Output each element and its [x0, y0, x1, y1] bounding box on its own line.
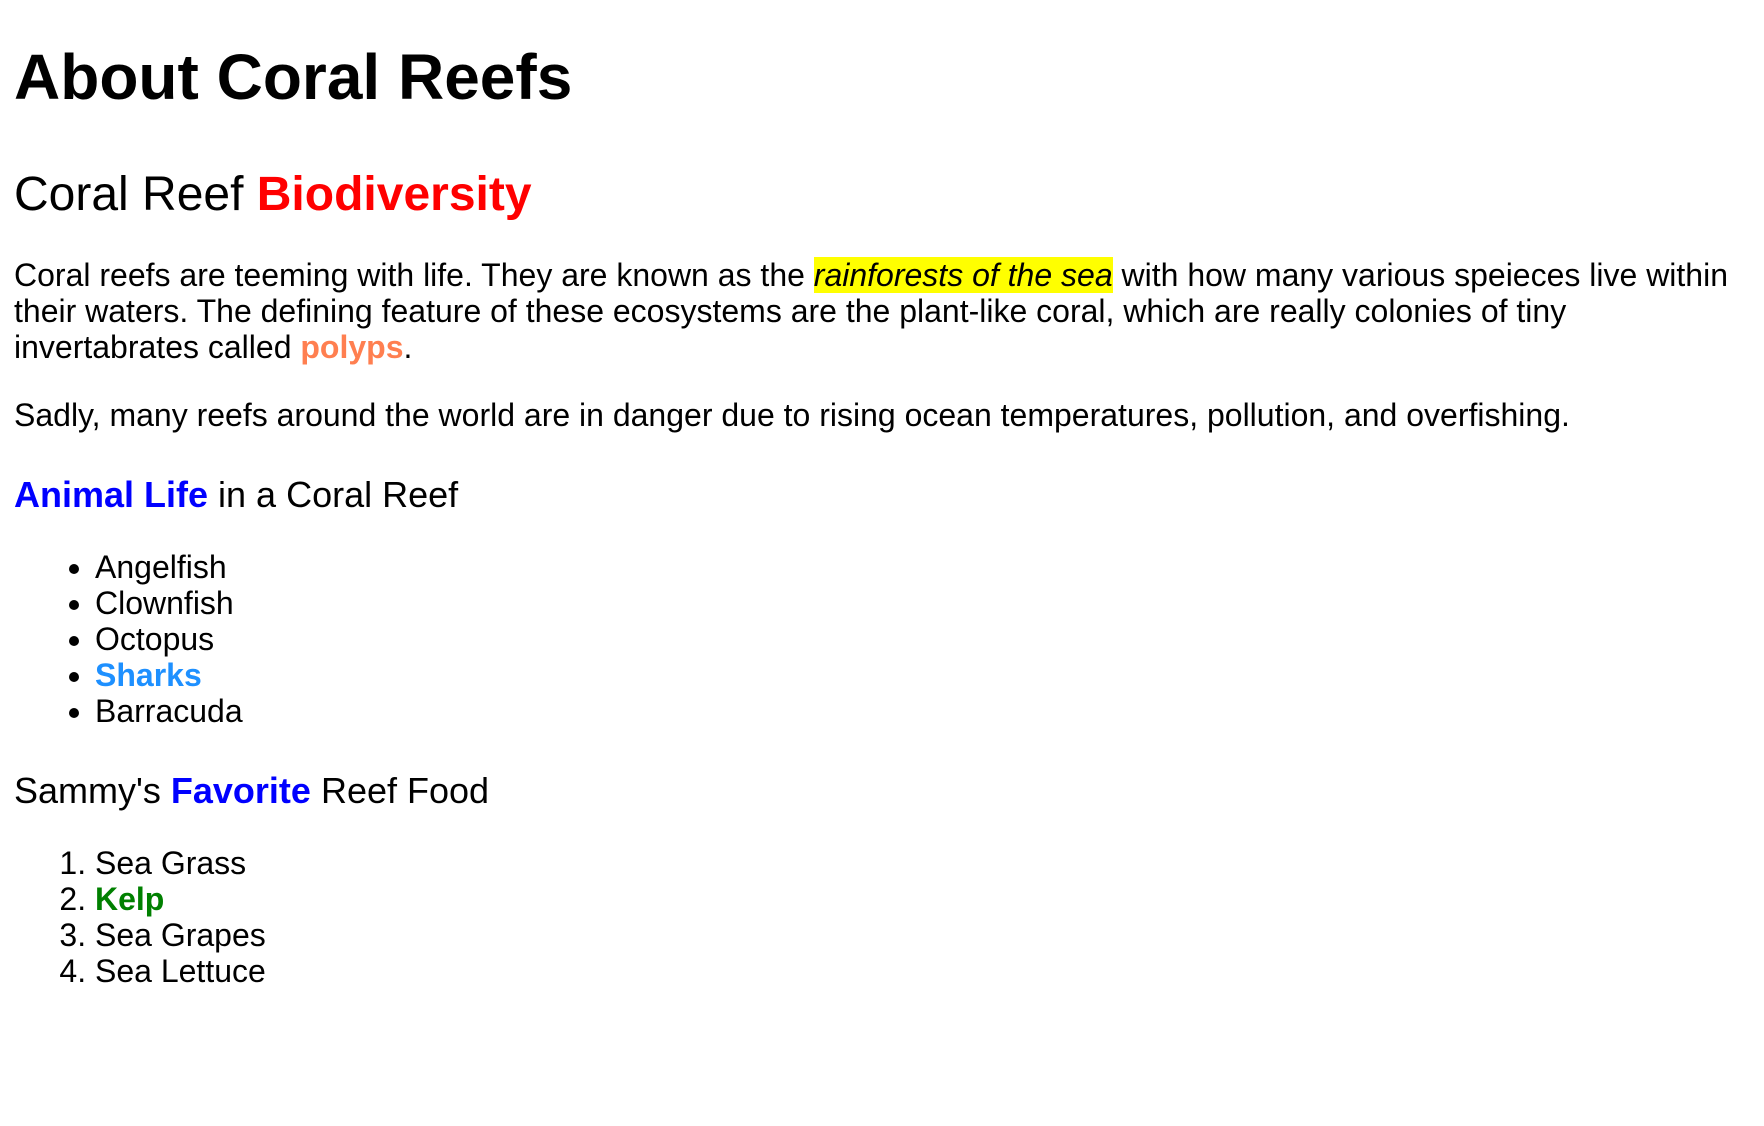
intro-paragraph	[14, 257, 1750, 365]
intro-text-end: .	[403, 329, 413, 365]
animal-list	[14, 549, 1750, 729]
animal-life-heading-plain: in a Coral Reef	[208, 474, 459, 515]
kelp-label: Kelp	[95, 881, 165, 917]
favorite-food-heading	[14, 769, 1750, 813]
biodiversity-heading-plain: Coral Reef	[14, 168, 257, 221]
favorite-food-heading-accent: Favorite	[170, 770, 311, 811]
intro-text-middle: with how many various speieces live within their waters. The defining feature of these ecosystems are the plant-like coral, which are really colonies of tiny invertabrates called	[14, 257, 1728, 365]
list-item: 3. Sea Grapes	[95, 917, 1750, 953]
list-item: • Clownfish	[95, 585, 1750, 621]
food-list	[14, 845, 1750, 989]
list-item-sharks	[95, 657, 1750, 693]
list-item: • Angelfish	[95, 549, 1750, 585]
favorite-food-heading-before: Sammy's	[14, 770, 171, 811]
page-title: About Coral Reefs	[14, 41, 573, 113]
list-item: 4. Sea Lettuce	[95, 953, 1750, 989]
danger-paragraph: Sadly, many reefs around the world are in danger due to rising ocean temperatures, pollution, and overfishing.	[14, 397, 1570, 433]
animal-life-heading-accent: Animal Life	[14, 474, 209, 515]
sharks-label: Sharks	[95, 657, 202, 693]
list-item: • Barracuda	[95, 693, 1750, 729]
intro-text-start: Coral reefs are teeming with life. They are known as the	[14, 257, 814, 293]
polyps-word: polyps	[300, 329, 404, 365]
biodiversity-heading	[14, 167, 1750, 223]
list-item-kelp	[95, 881, 1750, 917]
list-item: 1. Sea Grass	[95, 845, 1750, 881]
favorite-food-heading-after: Reef Food	[310, 770, 490, 811]
biodiversity-heading-accent: Biodiversity	[256, 168, 532, 221]
animal-life-heading	[14, 473, 1750, 517]
highlighted-phrase: rainforests of the sea	[813, 257, 1113, 293]
list-item: • Octopus	[95, 621, 1750, 657]
